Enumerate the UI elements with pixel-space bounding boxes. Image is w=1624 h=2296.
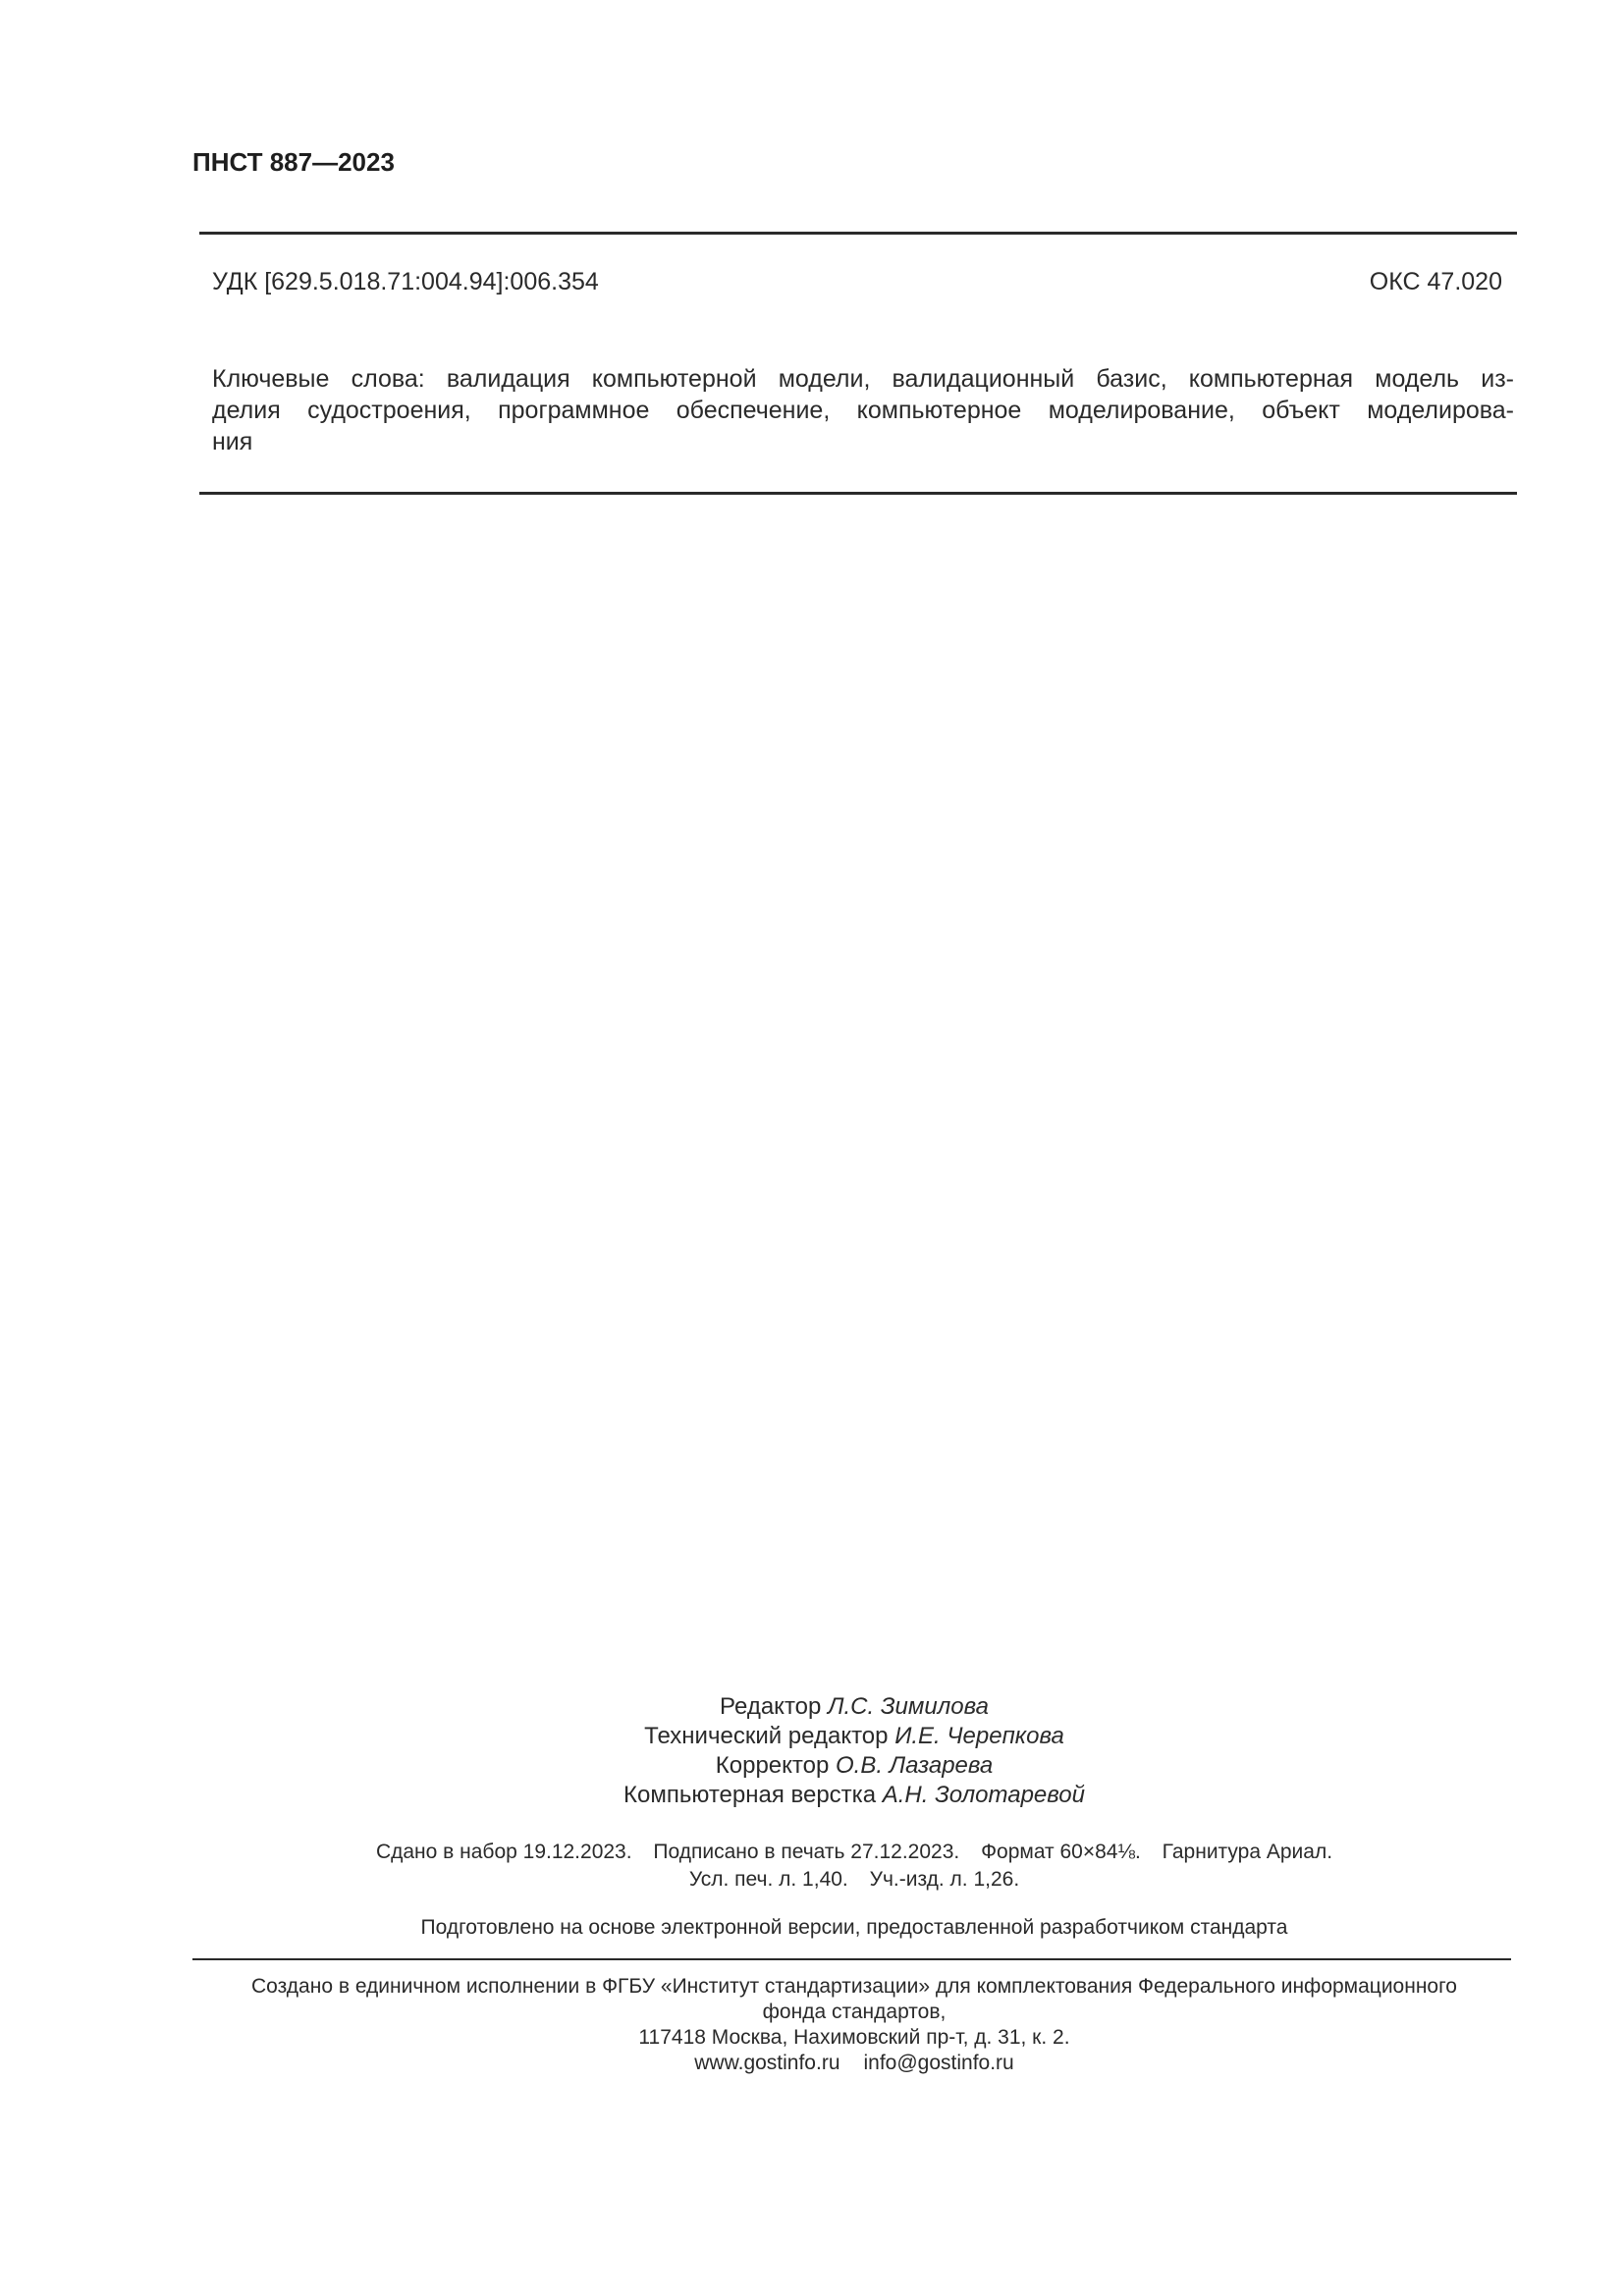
editor-name: Л.С. Зимилова [828, 1693, 989, 1720]
top-divider [199, 232, 1517, 235]
corrector-name: О.В. Лазарева [836, 1752, 994, 1779]
layout-line [0, 1781, 1624, 1810]
website-link[interactable]: www.gostinfo.ru [694, 2052, 840, 2074]
tech-editor-role: Технический редактор [644, 1723, 889, 1749]
print-sheets: Усл. печ. л. 1,40. [688, 1868, 848, 1891]
creator-contacts [0, 2051, 1624, 2076]
publication-info [0, 1839, 1624, 1894]
edition-sheets: Уч.-изд. л. 1,26. [869, 1868, 1020, 1891]
keywords-line-1: Ключевые слова: валидация компьютерной модели, валидационный базис, компьютерная модель из- [212, 365, 1514, 393]
editor-line [0, 1692, 1624, 1722]
credits-block [0, 1692, 1624, 1810]
corrector-role: Корректор [715, 1752, 830, 1779]
bottom-divider [192, 1958, 1511, 1960]
tech-editor-name: И.Е. Черепкова [894, 1723, 1064, 1749]
creator-line-2: фонда стандартов, [762, 2001, 947, 2023]
publication-line-1 [0, 1839, 1624, 1866]
editor-role: Редактор [720, 1693, 822, 1720]
keywords-line-3: ния [212, 428, 253, 455]
signed-date: Подписано в печать 27.12.2023. [653, 1841, 960, 1863]
tech-editor-line [0, 1722, 1624, 1751]
oks-code: ОКС 47.020 [1369, 268, 1502, 295]
keywords-divider [199, 492, 1517, 495]
publication-line-2 [0, 1866, 1624, 1894]
creator-block [0, 1974, 1624, 2076]
submitted-date: Сдано в набор 19.12.2023. [375, 1841, 632, 1863]
layout-role: Компьютерная верстка [623, 1782, 877, 1808]
keywords-block [212, 363, 1514, 457]
udk-code: УДК [629.5.018.71:004.94]:006.354 [212, 268, 599, 295]
layout-name: А.Н. Золотаревой [882, 1782, 1085, 1808]
email-link[interactable]: info@gostinfo.ru [863, 2052, 1014, 2074]
paper-format: Формат 60×84⅛. [981, 1841, 1141, 1863]
creator-line-1: Создано в единичном исполнении в ФГБУ «Институт стандартизации» для комплектования Федерального информационного [251, 1975, 1457, 1998]
document-code: ПНСТ 887—2023 [192, 147, 395, 177]
typeface: Гарнитура Ариал. [1162, 1841, 1333, 1863]
corrector-line [0, 1751, 1624, 1781]
creator-address: 117418 Москва, Нахимовский пр-т, д. 31, к. 2. [638, 2026, 1070, 2049]
keywords-line-2: делия судостроения, программное обеспечение, компьютерное моделирование, объект моделирова- [212, 397, 1514, 424]
prepared-note: Подготовлено на основе электронной версии, предоставленной разработчиком стандарта [420, 1916, 1288, 1939]
